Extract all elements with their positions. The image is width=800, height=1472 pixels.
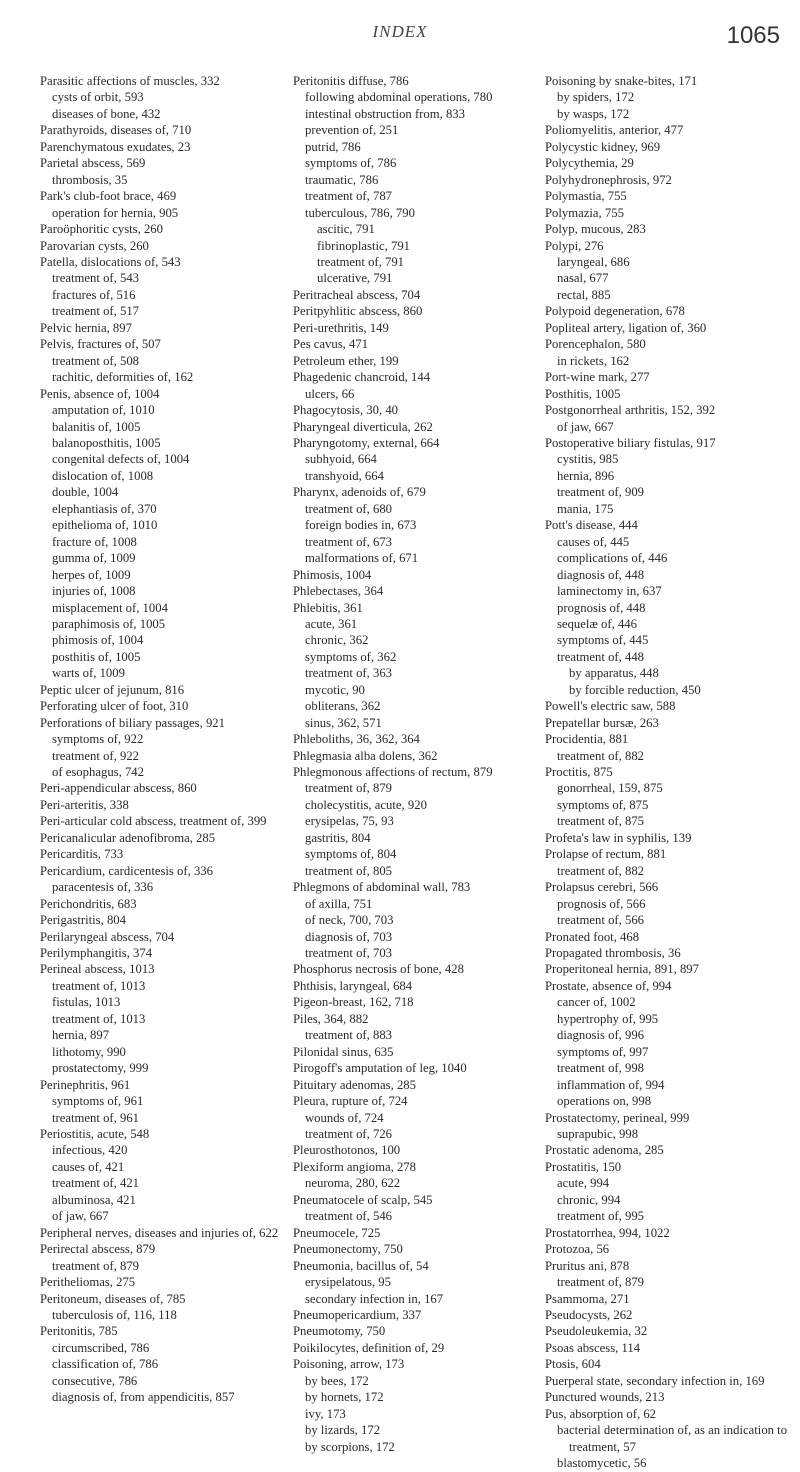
index-entry: Pericarditis, 733 [40, 847, 124, 862]
index-subentry: ulcers, 66 [305, 386, 355, 401]
index-subentry: phimosis of, 1004 [52, 633, 144, 648]
index-entry: Popliteal artery, ligation of, 360 [545, 320, 707, 335]
index-entry: Phleboliths, 36, 362, 364 [293, 732, 420, 747]
index-subentry: treatment of, 517 [52, 304, 140, 319]
index-subentry: causes of, 445 [557, 534, 630, 549]
index-subentry: suprapubic, 998 [557, 1127, 639, 1141]
index-subentry: balanitis of, 1005 [52, 419, 141, 434]
index-entry: Peripheral nerves, diseases and injuries of, 622 [40, 1225, 279, 1240]
index-subentry: amputation of, 1010 [52, 403, 155, 418]
index-subentry: treatment of, 448 [557, 649, 645, 664]
index-entry: Phlegmasia alba dolens, 362 [293, 748, 438, 763]
index-subentry: congenital defects of, 1004 [52, 452, 190, 467]
index-entry: Polyp, mucous, 283 [545, 222, 646, 237]
index-entry: Pelvic hernia, 897 [40, 320, 132, 335]
index-subentry: of neck, 700, 703 [305, 913, 394, 928]
index-entry: Perineal abscess, 1013 [40, 962, 155, 977]
index-subentry: traumatic, 786 [305, 172, 379, 187]
index-subentry: acute, 994 [557, 1176, 610, 1191]
index-subentry: nasal, 677 [557, 271, 609, 286]
index-subentry: of esophagus, 742 [52, 765, 144, 780]
index-subentry: treatment of, 879 [52, 1258, 140, 1273]
index-entry: Paroöphoritic cysts, 260 [40, 222, 163, 237]
index-entry: Poisoning by snake-bites, 171 [545, 74, 698, 88]
index-subentry: warts of, 1009 [52, 666, 125, 681]
index-entry: Pericanalicular adenofibroma, 285 [40, 830, 216, 845]
index-subentry: prognosis of, 448 [557, 600, 646, 615]
index-entry: Procidentia, 881 [545, 732, 629, 747]
index-subentry: of axilla, 751 [305, 896, 373, 911]
index-subentry: diagnosis of, 448 [557, 567, 645, 582]
index-subentry: by scorpions, 172 [305, 1439, 395, 1454]
index-subentry: wounds of, 724 [305, 1110, 384, 1125]
index-entry: Poisoning, arrow, 173 [293, 1357, 405, 1372]
index-entry: Pneumocele, 725 [293, 1225, 381, 1240]
index-subentry: sequelæ of, 446 [557, 616, 637, 631]
index-entry: Pharyngotomy, external, 664 [293, 435, 440, 450]
index-subentry: diagnosis of, from appendicitis, 857 [52, 1390, 235, 1405]
index-entry: Polymastia, 755 [545, 189, 627, 204]
index-entry: Polypoid degeneration, 678 [545, 304, 685, 319]
index-entry: Pigeon-breast, 162, 718 [293, 995, 414, 1010]
index-entry: Phosphorus necrosis of bone, 428 [293, 962, 464, 977]
index-entry: Pituitary adenomas, 285 [293, 1077, 416, 1092]
index-subentry: treatment of, 879 [305, 781, 393, 796]
running-title: INDEX [372, 22, 428, 41]
index-subentry: symptoms of, 362 [305, 649, 397, 664]
index-subentry: symptoms of, 804 [305, 847, 397, 862]
page-header [0, 22, 800, 62]
index-entry: Peri-urethritis, 149 [293, 320, 389, 335]
index-entry: Peritpyhlitic abscess, 860 [293, 304, 423, 319]
index-subentry: complications of, 446 [557, 551, 668, 566]
index-subentry: diagnosis of, 703 [305, 929, 393, 944]
index-subentry: by hornets, 172 [305, 1390, 384, 1405]
index-subentry: treatment of, 882 [557, 748, 645, 763]
index-subentry: hypertrophy of, 995 [557, 1011, 659, 1026]
index-subentry: fractures of, 516 [52, 287, 136, 302]
index-subentry: laryngeal, 686 [557, 254, 630, 269]
index-subentry: symptoms of, 786 [305, 156, 397, 171]
index-entry: Pronated foot, 468 [545, 929, 640, 944]
index-entry: Penis, absence of, 1004 [40, 386, 160, 401]
index-entry: Polycythemia, 29 [545, 156, 634, 171]
index-entry: Parenchymatous exudates, 23 [40, 139, 191, 154]
index-subentry: erysipelas, 75, 93 [305, 814, 394, 829]
index-entry: Pneumopericardium, 337 [293, 1307, 422, 1322]
index-subentry: treatment of, 546 [305, 1209, 393, 1224]
index-subentry: sinus, 362, 571 [305, 715, 382, 730]
index-subentry: prognosis of, 566 [557, 896, 646, 911]
index-column-left [40, 73, 286, 1405]
index-subentry: treatment of, 791 [317, 254, 405, 269]
index-entry: Phagocytosis, 30, 40 [293, 403, 399, 418]
index-subentry: erysipelatous, 95 [305, 1275, 391, 1290]
index-entry: Pirogoff's amputation of leg, 1040 [293, 1061, 467, 1076]
index-subentry: mania, 175 [557, 501, 614, 516]
index-entry: Prolapsus cerebri, 566 [545, 880, 659, 895]
index-entry: Parovarian cysts, 260 [40, 238, 149, 253]
index-subentry: thrombosis, 35 [52, 172, 128, 187]
index-subentry: symptoms of, 961 [52, 1094, 144, 1109]
index-entry: Prolapse of rectum, 881 [545, 847, 667, 862]
index-subentry: operation for hernia, 905 [52, 205, 179, 220]
index-entry: Periostitis, acute, 548 [40, 1127, 150, 1141]
index-subentry: herpes of, 1009 [52, 567, 131, 582]
index-entry: Peritracheal abscess, 704 [293, 287, 421, 302]
index-entry: Peptic ulcer of jejunum, 816 [40, 682, 185, 697]
index-subentry: rectal, 885 [557, 287, 611, 302]
index-entry: Poikilocytes, definition of, 29 [293, 1340, 445, 1355]
index-entry: Polyhydronephrosis, 972 [545, 172, 672, 187]
index-entry: Peritoneum, diseases of, 785 [40, 1291, 186, 1306]
index-subentry: of jaw, 667 [557, 419, 614, 434]
index-subentry: cysts of orbit, 593 [52, 90, 144, 105]
index-subentry: hernia, 896 [557, 468, 615, 483]
index-entry: Pharynx, adenoids of, 679 [293, 485, 426, 500]
index-subentry: treatment of, 363 [305, 666, 393, 681]
index-subentry: treatment of, 883 [305, 1028, 393, 1043]
index-subentry: cancer of, 1002 [557, 995, 636, 1010]
index-entry: Perirectal abscess, 879 [40, 1242, 156, 1257]
index-subentry: paraphimosis of, 1005 [52, 616, 166, 631]
index-subentry: epithelioma of, 1010 [52, 518, 158, 533]
index-entry: Plexiform angioma, 278 [293, 1159, 416, 1174]
index-entry: Psammoma, 271 [545, 1291, 630, 1306]
index-column-right [545, 73, 790, 1471]
index-entry: Phlebectases, 364 [293, 584, 384, 599]
index-entry: Phagedenic chancroid, 144 [293, 370, 431, 385]
index-subentry: albuminosa, 421 [52, 1192, 136, 1207]
index-entry: Polymazia, 755 [545, 205, 624, 220]
index-entry: Pleura, rupture of, 724 [293, 1094, 408, 1109]
index-subentry: acute, 361 [305, 616, 358, 631]
index-entry: Port-wine mark, 277 [545, 370, 650, 385]
index-entry: Properitoneal hernia, 891, 897 [545, 962, 699, 977]
index-entry: Perforations of biliary passages, 921 [40, 715, 225, 730]
index-entry: Pharyngeal diverticula, 262 [293, 419, 433, 434]
index-subentry: tuberculous, 786, 790 [305, 205, 415, 220]
index-subentry: misplacement of, 1004 [52, 600, 168, 615]
index-entry: Pilonidal sinus, 635 [293, 1044, 394, 1059]
index-subentry: ascitic, 791 [317, 222, 375, 237]
index-subentry: symptoms of, 445 [557, 633, 649, 648]
index-entry: Protozoa, 56 [545, 1242, 610, 1257]
index-subentry: treatment of, 787 [305, 189, 393, 204]
index-entry: Pes cavus, 471 [293, 337, 369, 352]
index-subentry: diagnosis of, 996 [557, 1028, 645, 1043]
index-subentry: inflammation of, 994 [557, 1077, 665, 1092]
index-subentry: treatment of, 922 [52, 748, 140, 763]
index-subentry: diseases of bone, 432 [52, 106, 161, 121]
index-entry: Perinephritis, 961 [40, 1077, 131, 1092]
index-entry: Porencephalon, 580 [545, 337, 646, 352]
index-entry: Pseudocysts, 262 [545, 1307, 633, 1322]
index-columns [40, 73, 790, 1471]
index-entry: Parathyroids, diseases of, 710 [40, 123, 192, 138]
index-entry: Peritonitis diffuse, 786 [293, 74, 409, 88]
index-entry: Polypi, 276 [545, 238, 604, 253]
index-entry: Pseudoleukemia, 32 [545, 1324, 648, 1339]
index-entry: Parietal abscess, 569 [40, 156, 146, 171]
index-subentry: treatment of, 998 [557, 1061, 645, 1076]
index-subentry: chronic, 994 [557, 1192, 621, 1207]
index-subentry: symptoms of, 875 [557, 797, 649, 812]
index-subentry: treatment of, 680 [305, 501, 393, 516]
index-entry: Prepatellar bursæ, 263 [545, 715, 659, 730]
index-subentry: hernia, 897 [52, 1028, 110, 1043]
index-subentry: cholecystitis, acute, 920 [305, 797, 427, 812]
index-entry: Phthisis, laryngeal, 684 [293, 978, 413, 993]
index-entry: Prostate, absence of, 994 [545, 978, 672, 993]
index-entry: Powell's electric saw, 588 [545, 699, 676, 714]
index-entry: Pneumotomy, 750 [293, 1324, 386, 1339]
index-subentry: following abdominal operations, 780 [305, 90, 493, 105]
page-number: 1065 [726, 22, 780, 49]
index-subentry: treatment of, 421 [52, 1176, 140, 1191]
index-entry: Peritheliomas, 275 [40, 1275, 136, 1290]
index-entry: Profeta's law in syphilis, 139 [545, 830, 692, 845]
index-subentry: treatment of, 995 [557, 1209, 645, 1224]
index-entry: Psoas abscess, 114 [545, 1340, 641, 1355]
index-entry: Prostatitis, 150 [545, 1159, 622, 1174]
index-entry: Ptosis, 604 [545, 1357, 601, 1372]
index-entry: Phimosis, 1004 [293, 567, 372, 582]
index-entry: Phlebitis, 361 [293, 600, 363, 615]
index-subentry: treatment of, 566 [557, 913, 645, 928]
index-subentry: chronic, 362 [305, 633, 369, 648]
index-entry: Puerperal state, secondary infection in, 169 [545, 1373, 765, 1388]
index-subentry: by lizards, 172 [305, 1423, 381, 1438]
index-subentry: classification of, 786 [52, 1357, 159, 1372]
index-entry: Petroleum ether, 199 [293, 353, 399, 368]
index-subentry: treatment of, 882 [557, 863, 645, 878]
index-entry: Proctitis, 875 [545, 765, 613, 780]
index-subentry: by forcible reduction, 450 [569, 682, 701, 697]
index-entry: Pruritus ani, 878 [545, 1258, 630, 1273]
index-entry: Postoperative biliary fistulas, 917 [545, 435, 716, 450]
index-entry: Piles, 364, 882 [293, 1011, 369, 1026]
index-subentry: treatment of, 879 [557, 1275, 645, 1290]
index-subentry: lithotomy, 990 [52, 1044, 126, 1059]
index-entry: Perichondritis, 683 [40, 896, 137, 911]
index-subentry: treatment of, 875 [557, 814, 645, 829]
index-entry: Pneumonectomy, 750 [293, 1242, 403, 1257]
index-subentry: neuroma, 280, 622 [305, 1176, 401, 1191]
index-entry: Propagated thrombosis, 36 [545, 946, 681, 961]
index-subentry: fistulas, 1013 [52, 995, 121, 1010]
index-subentry: in rickets, 162 [557, 353, 630, 368]
index-subentry: gastritis, 804 [305, 830, 371, 845]
index-subentry: symptoms of, 997 [557, 1044, 649, 1059]
index-subentry: bacterial determination of, as an indication to treatment, 57 [557, 1423, 788, 1454]
index-subentry: putrid, 786 [305, 139, 361, 154]
index-entry: Pericardium, cardicentesis of, 336 [40, 863, 213, 878]
index-subentry: prostatectomy, 999 [52, 1061, 149, 1076]
index-subentry: secondary infection in, 167 [305, 1291, 444, 1306]
index-entry: Polycystic kidney, 969 [545, 139, 661, 154]
index-subentry: by spiders, 172 [557, 90, 635, 105]
index-entry: Peri-appendicular abscess, 860 [40, 781, 197, 796]
index-entry: Peri-arteritis, 338 [40, 797, 129, 812]
index-subentry: circumscribed, 786 [52, 1340, 150, 1355]
index-entry: Parasitic affections of muscles, 332 [40, 74, 220, 88]
index-subentry: double, 1004 [52, 485, 119, 500]
index-entry: Perilymphangitis, 374 [40, 946, 153, 961]
index-subentry: transhyoid, 664 [305, 468, 384, 483]
index-entry: Posthitis, 1005 [545, 386, 621, 401]
index-subentry: operations on, 998 [557, 1094, 652, 1109]
index-entry: Peri-articular cold abscess, treatment of, 399 [40, 814, 267, 829]
index-entry: Poliomyelitis, anterior, 477 [545, 123, 684, 138]
index-entry: Perigastritis, 804 [40, 913, 126, 928]
index-subentry: by apparatus, 448 [569, 666, 659, 681]
index-subentry: balanoposthitis, 1005 [52, 435, 161, 450]
index-entry: Perforating ulcer of foot, 310 [40, 699, 189, 714]
index-subentry: malformations of, 671 [305, 551, 419, 566]
index-subentry: treatment of, 508 [52, 353, 140, 368]
index-entry: Patella, dislocations of, 543 [40, 254, 181, 269]
index-subentry: paracentesis of, 336 [52, 880, 154, 895]
index-subentry: by bees, 172 [305, 1373, 369, 1388]
index-entry: Postgonorrheal arthritis, 152, 392 [545, 403, 716, 418]
index-subentry: injuries of, 1008 [52, 584, 136, 599]
index-entry: Pus, absorption of, 62 [545, 1406, 657, 1421]
index-entry: Prostatectomy, perineal, 999 [545, 1110, 690, 1125]
index-subentry: posthitis of, 1005 [52, 649, 141, 664]
index-subentry: treatment of, 673 [305, 534, 393, 549]
index-entry: Prostatic adenoma, 285 [545, 1143, 664, 1158]
index-subentry: foreign bodies in, 673 [305, 518, 417, 533]
index-subentry: rachitic, deformities of, 162 [52, 370, 194, 385]
index-subentry: ulcerative, 791 [317, 271, 393, 286]
index-subentry: symptoms of, 922 [52, 732, 144, 747]
index-subentry: fibrinoplastic, 791 [317, 238, 411, 253]
index-entry: Prostatorrhea, 994, 1022 [545, 1225, 670, 1240]
index-entry: Punctured wounds, 213 [545, 1390, 665, 1405]
index-entry: Phlegmons of abdominal wall, 783 [293, 880, 471, 895]
index-subentry: by wasps, 172 [557, 106, 630, 121]
index-column-middle [293, 73, 538, 1454]
index-subentry: intestinal obstruction from, 833 [305, 106, 465, 121]
index-subentry: prevention of, 251 [305, 123, 399, 138]
index-entry: Park's club-foot brace, 469 [40, 189, 177, 204]
index-subentry: ivy, 173 [305, 1406, 346, 1421]
index-subentry: treatment of, 961 [52, 1110, 140, 1125]
index-subentry: treatment of, 1013 [52, 1011, 146, 1026]
index-subentry: laminectomy in, 637 [557, 584, 662, 599]
index-subentry: fracture of, 1008 [52, 534, 137, 549]
index-subentry: elephantiasis of, 370 [52, 501, 157, 516]
index-entry: Pneumatocele of scalp, 545 [293, 1192, 433, 1207]
index-subentry: subhyoid, 664 [305, 452, 377, 467]
index-subentry: treatment of, 805 [305, 863, 393, 878]
index-entry: Peritonitis, 785 [40, 1324, 118, 1339]
index-subentry: gumma of, 1009 [52, 551, 136, 566]
index-subentry: dislocation of, 1008 [52, 468, 154, 483]
index-subentry: treatment of, 726 [305, 1127, 393, 1141]
index-subentry: treatment of, 909 [557, 485, 645, 500]
index-subentry: infectious, 420 [52, 1143, 128, 1158]
index-subentry: of jaw, 667 [52, 1209, 109, 1224]
index-subentry: gonorrheal, 159, 875 [557, 781, 663, 796]
index-subentry: tuberculosis of, 116, 118 [52, 1307, 177, 1322]
index-entry: Pott's disease, 444 [545, 518, 638, 533]
index-subentry: consecutive, 786 [52, 1373, 138, 1388]
index-subentry: cystitis, 985 [557, 452, 619, 467]
index-entry: Pleurosthotonos, 100 [293, 1143, 401, 1158]
index-entry: Pelvis, fractures of, 507 [40, 337, 161, 352]
index-subentry: blastomycetic, 56 [557, 1456, 647, 1471]
index-entry: Perilaryngeal abscess, 704 [40, 929, 175, 944]
index-subentry: mycotic, 90 [305, 682, 365, 697]
index-entry: Phlegmonous affections of rectum, 879 [293, 765, 493, 780]
index-subentry: treatment of, 703 [305, 946, 393, 961]
index-subentry: treatment of, 1013 [52, 978, 146, 993]
index-subentry: causes of, 421 [52, 1159, 125, 1174]
index-entry: Pneumonia, bacillus of, 54 [293, 1258, 429, 1273]
index-subentry: obliterans, 362 [305, 699, 381, 714]
index-subentry: treatment of, 543 [52, 271, 140, 286]
